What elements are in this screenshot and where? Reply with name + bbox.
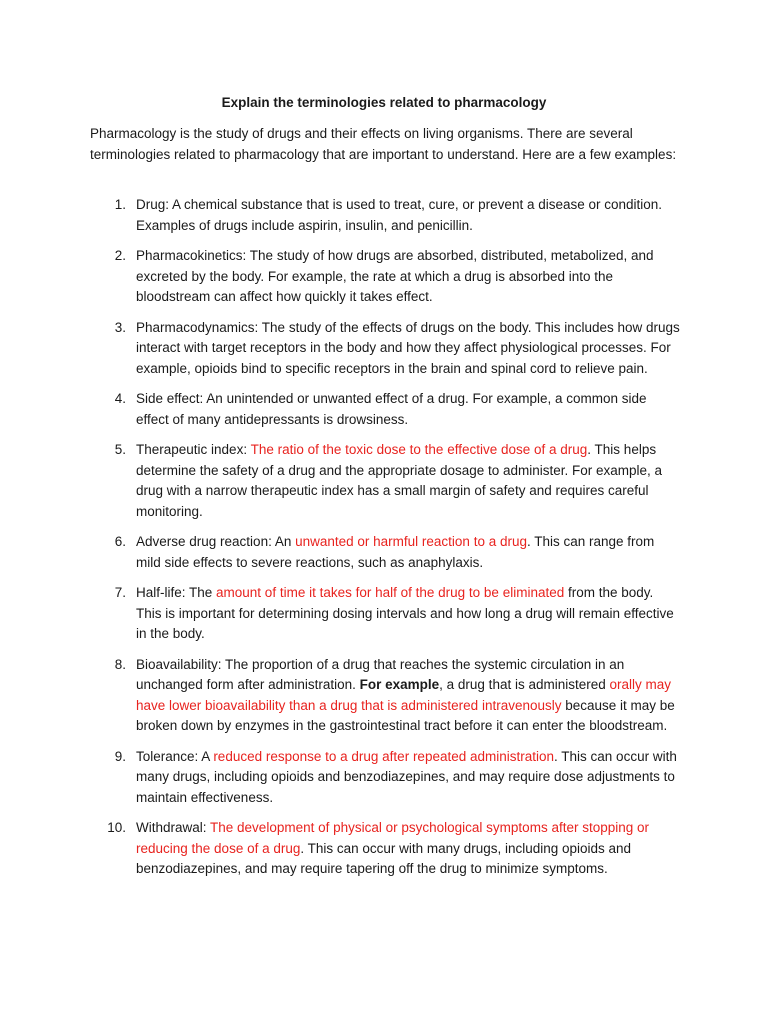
list-item-number: 1.	[114, 197, 126, 212]
body-text: Pharmacokinetics: The study of how drugs are absorbed, distributed, metabolized, and excreted by the body. For example, the rate at which a drug is absorbed into the bloodstream can affect how quickly it takes effect.	[136, 248, 654, 304]
list-item	[0, 747, 681, 809]
highlighted-text: The development of physical or psychological symptoms after stopping or reducing the dose of a drug	[136, 820, 649, 856]
body-text: Tolerance: A	[136, 748, 214, 764]
body-text: because it may be broken down by enzymes in the gastrointestinal tract before it can enter the bloodstream.	[136, 697, 675, 733]
body-text: Therapeutic index:	[136, 442, 251, 457]
intro-paragraph: Pharmacology is the study of drugs and their effects on living organisms. There are several terminologies related to pharmacology that are important to understand. Here are a few examples:	[90, 126, 677, 162]
body-text: Pharmacodynamics: The study of the effects of drugs on the body. This includes how drugs interact with target receptors in the body and how they affect physiological processes. For example, opioids bind to specific receptors in the brain and spinal cord to relieve pain.	[136, 319, 680, 376]
document-title: Explain the terminologies related to pharmacology	[221, 95, 547, 110]
list-item-number: 2.	[114, 248, 126, 263]
list-item	[0, 440, 681, 522]
list-item-number: 9.	[114, 748, 126, 764]
body-text: from the body. This is important for determining dosing intervals and how long a drug will remain effective in the body.	[136, 585, 674, 641]
body-text: Half-life: The	[136, 585, 217, 600]
highlighted-text: orally may have lower bioavailability than a drug that is administered intravenously	[136, 677, 672, 713]
body-text: . This can occur with many drugs, including opioids and benzodiazepines, and may require dose adjustments to maintain effectiveness.	[136, 748, 677, 805]
body-text: Side effect: An unintended or unwanted effect of a drug. For example, a common side effect of many antidepressants is drowsiness.	[136, 391, 647, 427]
list-item	[0, 389, 681, 430]
list-item	[0, 246, 681, 308]
body-text: Adverse drug reaction: An	[136, 534, 296, 549]
terminology-list	[0, 195, 768, 890]
list-item-number: 10.	[107, 820, 126, 835]
list-item-number: 3.	[114, 319, 126, 335]
highlighted-text: reduced response to a drug after repeated administration	[213, 748, 555, 764]
list-item	[0, 655, 681, 737]
list-item-number: 4.	[114, 391, 126, 406]
body-text: . This helps determine the safety of a drug and the appropriate dosage to administer. For example, a drug with a narrow therapeutic index has a small margin of safety and requires careful monitoring.	[136, 442, 663, 519]
list-item	[0, 532, 681, 573]
body-text: Drug: A chemical substance that is used to treat, cure, or prevent a disease or condition. Examples of drugs include aspirin, insulin, and penicillin.	[136, 197, 663, 233]
list-item	[0, 583, 681, 645]
list-item-number: 5.	[114, 442, 126, 457]
list-item-number: 8.	[114, 656, 126, 672]
list-item	[0, 818, 681, 880]
list-item-number: 7.	[114, 585, 126, 600]
list-item	[0, 318, 681, 380]
body-text: . This can occur with many drugs, including opioids and benzodiazepines, and may require tapering off the drug to minimize symptoms.	[136, 840, 632, 876]
bold-text: For example	[359, 677, 440, 692]
body-text: . This can range from mild side effects to severe reactions, such as anaphylaxis.	[136, 534, 655, 570]
list-item	[0, 195, 681, 236]
body-text: Withdrawal:	[136, 820, 211, 835]
highlighted-text: amount of time it takes for half of the drug to be eliminated	[216, 585, 565, 600]
highlighted-text: The ratio of the toxic dose to the effective dose of a drug	[250, 442, 588, 457]
body-text: Bioavailability: The proportion of a drug that reaches the systemic circulation in an unchanged form after administration.	[136, 656, 625, 692]
body-text: , a drug that is administered	[439, 677, 610, 692]
highlighted-text: unwanted or harmful reaction to a drug	[295, 534, 527, 549]
list-item-number: 6.	[114, 534, 126, 549]
